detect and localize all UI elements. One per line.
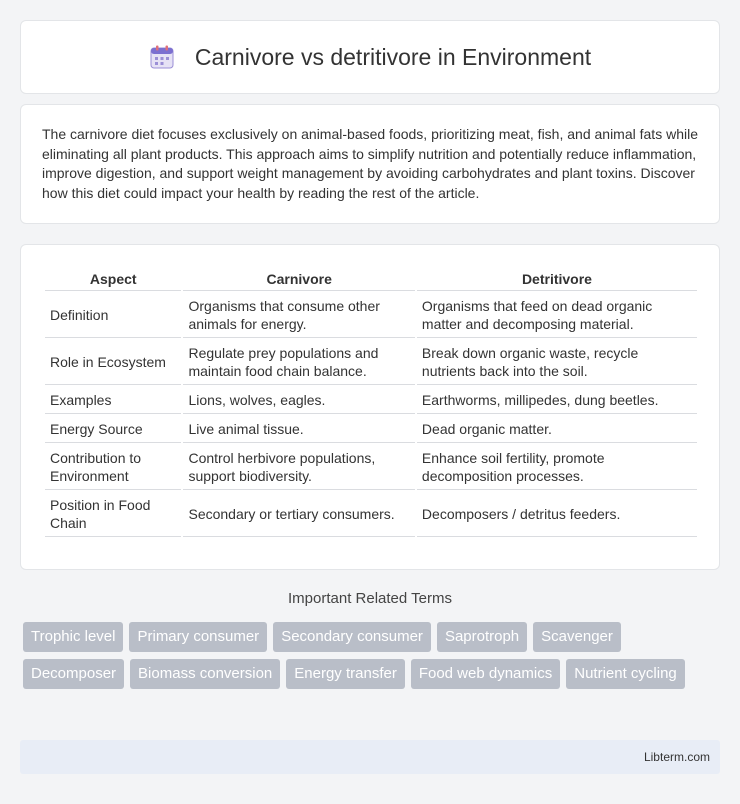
row-aspect-cell: Position in Food Chain [45, 492, 181, 537]
row-aspect-cell: Role in Ecosystem [45, 340, 181, 385]
row-detritivore-cell: Decomposers / detritus feeders. [417, 492, 697, 537]
tag-biomass-conversion[interactable]: Biomass conversion [130, 659, 280, 689]
tag-primary-consumer[interactable]: Primary consumer [129, 622, 267, 652]
row-detritivore-cell: Earthworms, millipedes, dung beetles. [417, 387, 697, 414]
comparison-table [43, 265, 699, 539]
tag-saprotroph[interactable]: Saprotroph [437, 622, 527, 652]
row-carnivore-cell: Organisms that consume other animals for energy. [183, 293, 414, 338]
footer [20, 740, 720, 774]
row-aspect-cell: Definition [45, 293, 181, 338]
tag-food-web-dynamics[interactable]: Food web dynamics [411, 659, 560, 689]
intro-text: The carnivore diet focuses exclusively on animal-based foods, prioritizing meat, fish, and animal fats while eliminating all plant products. This approach aims to simplify nutrition and potentially reduce inflammation, improve digestion, and support weight management by avoiding carbohydrates and plant toxins. Discover how this diet could impact your health by reading the rest of the article. [42, 126, 698, 201]
footer-site-link[interactable]: Libterm.com [643, 750, 710, 764]
row-carnivore-cell: Live animal tissue. [183, 416, 414, 443]
tag-secondary-consumer[interactable]: Secondary consumer [273, 622, 431, 652]
tag-energy-transfer[interactable]: Energy transfer [286, 659, 405, 689]
header-card [20, 20, 720, 94]
table-row [45, 340, 697, 385]
row-detritivore-cell: Enhance soil fertility, promote decomposition processes. [417, 445, 697, 490]
table-row [45, 492, 697, 537]
comparison-table-card [20, 244, 720, 570]
row-carnivore-cell: Lions, wolves, eagles. [183, 387, 414, 414]
table-row [45, 293, 697, 338]
tag-nutrient-cycling[interactable]: Nutrient cycling [566, 659, 685, 689]
table-row [45, 387, 697, 414]
table-row [45, 445, 697, 490]
tag-decomposer[interactable]: Decomposer [23, 659, 124, 689]
row-aspect-cell: Contribution to Environment [45, 445, 181, 490]
column-header-detritivore: Detritivore [417, 267, 697, 291]
row-detritivore-cell: Dead organic matter. [417, 416, 697, 443]
row-carnivore-cell: Regulate prey populations and maintain food chain balance. [183, 340, 414, 385]
page-title: Carnivore vs detritivore in Environment [194, 43, 592, 70]
row-carnivore-cell: Control herbivore populations, support biodiversity. [183, 445, 414, 490]
row-detritivore-cell: Break down organic waste, recycle nutrients back into the soil. [417, 340, 697, 385]
intro-card [20, 104, 720, 224]
related-terms-title: Important Related Terms [288, 590, 452, 607]
row-aspect-cell: Energy Source [45, 416, 181, 443]
column-header-aspect: Aspect [45, 267, 181, 291]
table-header-row [45, 267, 697, 291]
column-header-carnivore: Carnivore [183, 267, 414, 291]
related-terms-tags [23, 622, 723, 689]
calendar-icon [149, 44, 175, 70]
tag-trophic-level[interactable]: Trophic level [23, 622, 123, 652]
row-detritivore-cell: Organisms that feed on dead organic matter and decomposing material. [417, 293, 697, 338]
tag-scavenger[interactable]: Scavenger [533, 622, 621, 652]
row-aspect-cell: Examples [45, 387, 181, 414]
table-row [45, 416, 697, 443]
row-carnivore-cell: Secondary or tertiary consumers. [183, 492, 414, 537]
